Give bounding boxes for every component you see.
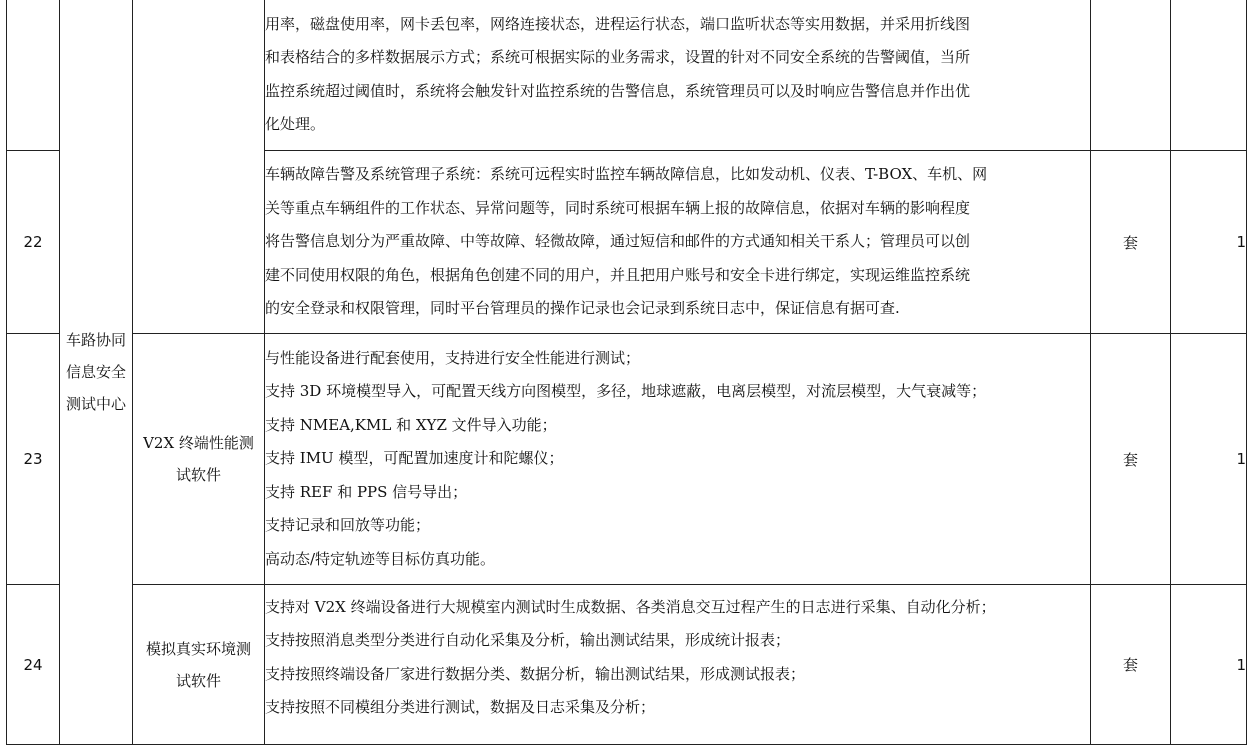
description-line: 支持 REF 和 PPS 信号导出；	[265, 482, 468, 501]
description-line: 关等重点车辆组件的工作状态、异常问题等，同时系统可根据车辆上报的故障信息，依据对车辆的影响程度	[265, 198, 971, 217]
item-name-cell	[133, 585, 265, 745]
description-line: 车辆故障告警及系统管理子系统：系统可远程实时监控车辆故障信息，比如发动机、仪表、T-BOX、车机、网	[265, 165, 988, 184]
description-line: 支持 NMEA,KML 和 XYZ 文件导入功能；	[265, 415, 557, 434]
description-line: 用率，磁盘使用率，网卡丢包率，网络连接状态，进程运行状态，端口监听状态等实用数据，并采用折线图	[265, 14, 971, 33]
table-row	[7, 0, 1247, 151]
description-cell	[265, 151, 1091, 334]
item-name-cell	[133, 0, 265, 334]
item-name-line: 模拟真实环境测	[145, 639, 251, 658]
description-line: 支持对 V2X 终端设备进行大规模室内测试时生成数据、各类消息交互过程产生的日志进行采集、自动化分析；	[265, 598, 996, 616]
row-number: 23	[7, 334, 60, 585]
description-line: 的安全登录和权限管理，同时平台管理员的操作记录也会记录到系统日志中，保证信息有据可查.	[265, 299, 900, 318]
category-line: 车路协同	[65, 330, 126, 349]
description-line: 与性能设备进行配套使用，支持进行安全性能进行测试；	[265, 349, 641, 368]
quantity-cell: 1	[1171, 585, 1247, 745]
description-line: 化处理。	[265, 114, 326, 133]
description-line: 监控系统超过阈值时，系统将会触发针对监控系统的告警信息，系统管理员可以及时响应告警信息并作出优	[265, 81, 971, 100]
table-row	[7, 585, 1247, 745]
row-number	[7, 0, 60, 151]
unit-cell: 套	[1091, 334, 1171, 585]
row-number: 24	[7, 585, 60, 745]
description-line: 支持 IMU 模型，可配置加速度计和陀螺仪；	[265, 449, 564, 468]
item-name-line: 试软件	[175, 466, 221, 484]
item-name-line: 试软件	[175, 671, 221, 690]
description-cell	[265, 585, 1091, 745]
description-line: 支持 3D 环境模型导入，可配置天线方向图模型，多径，地球遮蔽，电离层模型，对流层模型，大气衰减等；	[265, 382, 987, 401]
item-name-line: V2X 终端性能测	[143, 434, 254, 452]
description-cell	[265, 334, 1091, 585]
description-line: 和表格结合的多样数据展示方式；系统可根据实际的业务需求，设置的针对不同安全系统的告警阈值，当所	[265, 48, 971, 67]
category-line: 信息安全	[65, 362, 126, 381]
spec-table	[6, 0, 1247, 745]
category-cell	[60, 0, 133, 745]
table-row	[7, 334, 1247, 585]
category-line: 测试中心	[65, 394, 126, 413]
description-line: 支持按照消息类型分类进行自动化采集及分析，输出测试结果，形成统计报表；	[265, 631, 791, 650]
item-name-cell	[133, 334, 265, 585]
unit-cell: 套	[1091, 585, 1171, 745]
description-line: 高动态/特定轨迹等目标仿真功能。	[265, 549, 496, 568]
quantity-cell: 1	[1171, 334, 1247, 585]
description-line: 将告警信息划分为严重故障、中等故障、轻微故障，通过短信和邮件的方式通知相关干系人；管理员可以创	[265, 232, 971, 251]
unit-cell: 套	[1091, 151, 1171, 334]
row-number: 22	[7, 151, 60, 334]
description-line: 支持记录和回放等功能；	[265, 516, 431, 535]
description-line: 支持按照终端设备厂家进行数据分类、数据分析，输出测试结果，形成测试报表；	[265, 664, 806, 683]
unit-cell	[1091, 0, 1171, 151]
description-line: 支持按照不同模组分类进行测试，数据及日志采集及分析；	[265, 698, 656, 717]
quantity-cell	[1171, 0, 1247, 151]
description-cell	[265, 0, 1091, 151]
description-line: 建不同使用权限的角色，根据角色创建不同的用户，并且把用户账号和安全卡进行绑定，实现运维监控系统	[265, 265, 971, 284]
quantity-cell: 1	[1171, 151, 1247, 334]
